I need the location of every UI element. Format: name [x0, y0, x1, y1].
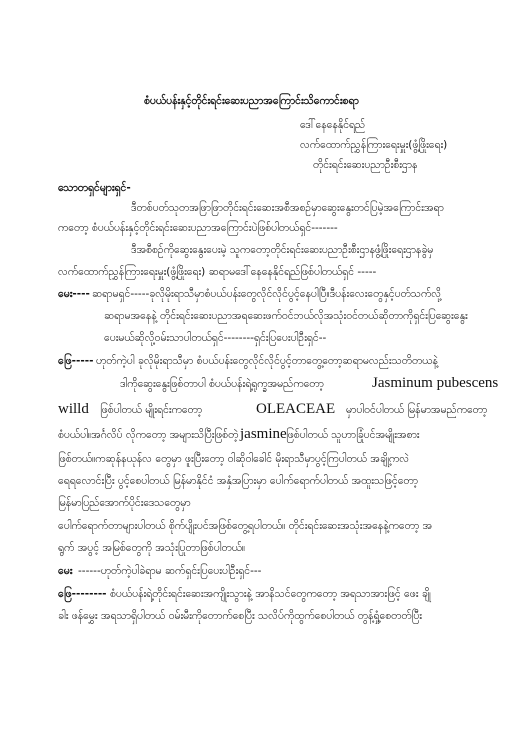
answer-line: ဖြစ်ပါတယ် မျိုးရင်းကတော့: [100, 404, 203, 416]
question-line: ပေးမယ်ဆိုလို့ဝမ်းသာပါတယ်ရှင်--------ရှင်းပြပေးပါဦးရှင်--: [104, 332, 327, 344]
answer-line: မြန်မာပြည်အောက်ပိုင်းဒေသတွေမှာ: [58, 497, 191, 509]
scientific-name: Jasminum pubescens: [372, 375, 499, 391]
question-label: မေး----: [58, 288, 90, 300]
answer-label: ဖြေ-----: [58, 355, 94, 367]
answer-line: ပေါက်ရောက်တာများပါတယ် စိုက်ပျိုးပင်အဖြစ်တွေ့ရပါတယ်။ တိုင်းရင်းဆေးအသုံးအနေနဲ့ကတော့ အ: [58, 520, 433, 532]
answer-line: မှာပါဝင်ပါတယ် မြန်မာအမည်ကတော့: [346, 404, 488, 416]
answer-line: ဟုတ်ကဲ့ပါ ခုလိုမိုးရာသီမှာ စံပယ်ပန်းတွေလိုင်လိုင်ပွင့်တာတွေ့တော့ဆရာမလည်းသတိတယနဲ့: [96, 355, 438, 367]
intro-line: လက်ထောက်ညွှန်ကြားရေးမှူး(ဖွံ့ဖြိုးရေး) ဆရာမဒေါ်နေနေနိုင်ရည်ဖြစ်ပါတယ်ရှင် -----: [58, 266, 377, 278]
family-name: OLEACEAE: [256, 401, 336, 417]
question-line: ------ဟုတ်ကဲ့ပါခဲရာမ ဆက်ရှင်းပြပေးပါဦးရှင်---: [78, 565, 262, 577]
question-line: ဆရာမအနေနဲ့ တိုင်းရင်းဆေးပညာအရဆေးဖက်ဝင်ဘယ်လိုအသုံးဝင်တယ်ဆိုတာကိုရှင်းပြဆွေးနွေး: [104, 310, 468, 322]
question-line: ဆရာမရှင်-----ခုလိုမိုးရာသီမှာစံပယ်ပန်းတွေလိုင်လိုင်ပွင့်နေပါပြီ။ဒီပန်းလေးတွေနှင့်ပတ်သက်လို့: [92, 288, 442, 300]
answer-line: စံပယ်ပါ။အင်္ဂလိပ် လိုကတော့ အများသိပြီးဖြစ်တဲ့: [58, 429, 239, 441]
answer-line: ရွက် အပွင့် အမြစ်တွေကို အသုံးပြုတာဖြစ်ပါတယ်။: [58, 542, 246, 554]
question-label: မေး: [58, 565, 73, 577]
document-title: စံပယ်ပန်းနှင့်တိုင်းရင်းဆေးပညာအကြောင်းသိကောင်းစရာ: [144, 95, 359, 107]
answer-line: ဖြစ်ပါတယ် သူဟာခြုံပင်အမျိုးအစား: [286, 429, 420, 441]
salutation: သောတရှင်များရှင်-: [58, 182, 131, 194]
intro-line: ဒီအစီစဉ်ကိုဆွေးနွေးပေးမဲ့ သူကတော့တိုင်းရင်းဆေးပညာဦးစီးဌာနဖွံ့ဖြိုးရေးဌာနခွဲမှ: [131, 244, 434, 256]
author-name: ဒေါ်နေနေနိုင်ရည်: [300, 119, 366, 131]
author-position: လက်ထောက်ညွှန်ကြားရေးမှူး(ဖွံ့ဖြိုးရေး): [300, 139, 448, 151]
answer-label: ဖြေ--------: [58, 588, 107, 600]
english-name: jasmine: [240, 426, 287, 442]
intro-line: ကတော့ စံပယ်ပန်းနှင့်တိုင်းရင်းဆေးပညာအကြောင်းပဲဖြစ်ပါတယ်ရှင်-------: [58, 222, 338, 234]
scientific-name-author: willd: [58, 401, 89, 417]
answer-line: ခါး ဖန်မွှေး အရသာရှိပါတယ် ဝမ်းမီးကိုတောက်စေပြီး သလိပ်ကိုထွက်စေပါတယ် တွန့်ရှုံ့စေတတ်ပြီး: [58, 610, 422, 622]
answer-line: စံပယ်ပန်းရဲ့တိုင်းရင်းဆေးအကျိုးသွားနဲ့ အာနိသင်တွေကတော့ အရသာအားဖြင့် ဖေး ချို: [110, 588, 431, 600]
answer-line: ဖြစ်တယ်။ကဆုန်နယုန်လ တွေမှာ ဖူးပြီးတော့ ဝါဆိုဝါခေါင် မိုးရာသီမှာပွင့်ကြပါတယ် အချို့ကလဲ: [58, 453, 410, 465]
author-department: တိုင်းရင်းဆေးပညာဦးစီးဌာန: [313, 159, 418, 171]
answer-line: ဒါကိုဆွေးနွေးဖြစ်တာပါ စံပယ်ပန်းရဲ့ရုက္ခအမည်ကတော့: [120, 378, 324, 390]
intro-line: ဒီတစ်ပတ်သုတအဖြာဖြာတိုင်းရင်းဆေးအစီအစဉ်မှာဆွေးနွေးတင်ပြမဲ့အကြောင်းအရာ: [131, 202, 444, 214]
answer-line: ရေရလောင်းပြီး ပွင့်စေပါတယ် မြန်မာနိုင်ငံ အနှံအပြားမှာ ပေါက်ရောက်ပါတယ် အထူးသဖြင့်တော့: [58, 475, 418, 487]
